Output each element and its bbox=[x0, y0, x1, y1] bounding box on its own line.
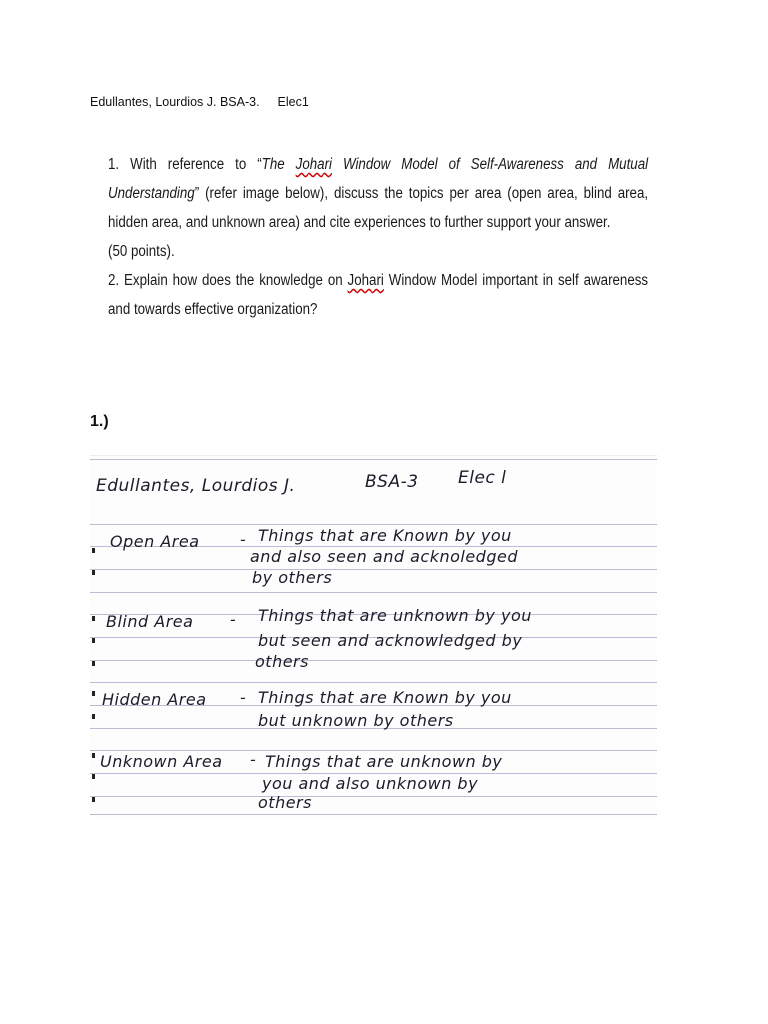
entry-line: Things that are Known by you bbox=[258, 688, 512, 707]
entry-line: but seen and acknowledged by bbox=[258, 631, 523, 650]
entry-dash: - bbox=[250, 750, 257, 769]
entry-term-blind-area: Blind Area bbox=[106, 612, 194, 631]
handwritten-notebook-image bbox=[90, 455, 657, 818]
entry-line: but unknown by others bbox=[258, 711, 454, 730]
notebook-subject: Elec l bbox=[458, 468, 507, 488]
assignment-questions bbox=[108, 150, 648, 324]
question-1: 1. With reference to “The Johari Window Model of Self-Awareness and Mutual Understanding” (refer image below), discuss the topics per area (open area, blind area, hidden area, and unknown area) and cite experiences to further support your answer. bbox=[108, 156, 649, 231]
answer-label: 1.) bbox=[90, 413, 109, 430]
entry-dash: - bbox=[240, 530, 247, 549]
entry-line: you and also unknown by bbox=[262, 774, 479, 793]
entry-term-hidden-area: Hidden Area bbox=[102, 690, 207, 709]
entry-line: Things that are unknown by you bbox=[258, 606, 532, 625]
entry-term-unknown-area: Unknown Area bbox=[100, 752, 223, 771]
entry-line: by others bbox=[252, 568, 333, 587]
document-header bbox=[90, 95, 327, 109]
entry-term-open-area: Open Area bbox=[110, 532, 200, 551]
notebook-name: Edullantes, Lourdios J. bbox=[96, 476, 296, 496]
question-2: 2. Explain how does the knowledge on Johari Window Model important in self awareness and towards effective organization? bbox=[108, 272, 649, 318]
student-name: Edullantes, Lourdios J. BSA-3. bbox=[90, 95, 260, 109]
entry-line: others bbox=[258, 793, 312, 812]
question-1-points: (50 points). bbox=[108, 243, 175, 260]
entry-dash: - bbox=[240, 688, 247, 707]
entry-dash: - bbox=[230, 610, 237, 629]
subject-code: Elec1 bbox=[277, 95, 309, 109]
entry-line: Things that are unknown by bbox=[265, 752, 503, 771]
entry-line: and also seen and acknoledged bbox=[250, 547, 518, 566]
notebook-section: BSA-3 bbox=[365, 472, 419, 492]
entry-line: Things that are Known by you bbox=[258, 526, 512, 545]
entry-line: others bbox=[255, 652, 309, 671]
